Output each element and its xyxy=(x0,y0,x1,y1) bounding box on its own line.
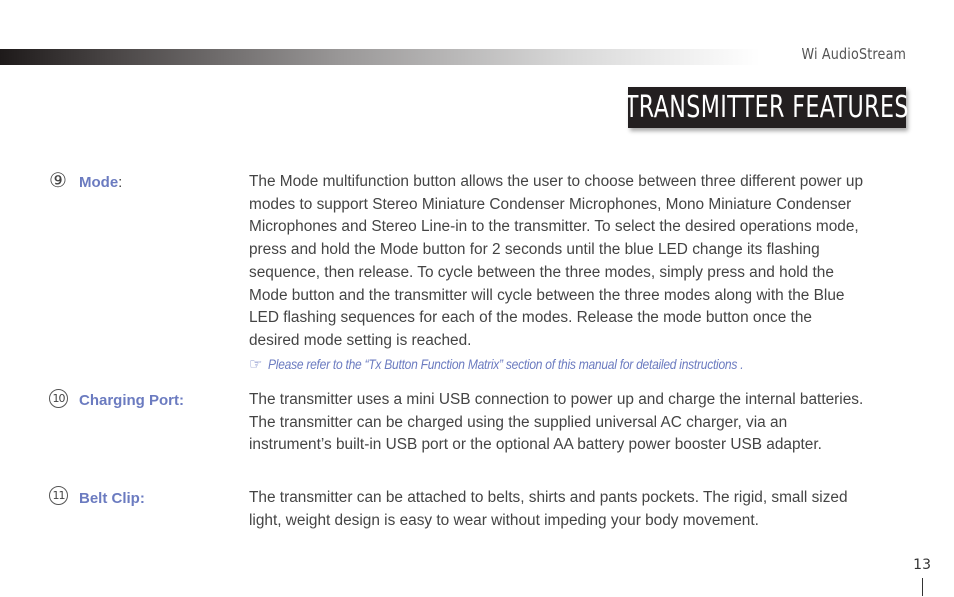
feature-number-11: 11 xyxy=(49,486,68,505)
page-number-divider xyxy=(922,578,923,596)
page-number: 13 xyxy=(913,557,931,573)
mode-label-colon: : xyxy=(118,174,123,191)
feature-number-9: ⑨ xyxy=(49,168,67,192)
pointing-hand-icon: ☞ xyxy=(249,356,263,373)
section-title: TRANSMITTER FEATURES xyxy=(625,90,909,125)
feature-label-belt-clip: Belt Clip: xyxy=(79,490,145,507)
feature-note-mode xyxy=(249,355,821,373)
mode-label-text: Mode xyxy=(79,174,119,191)
brand-name: Wi AudioStream xyxy=(801,45,906,63)
feature-description-charging-port: The transmitter uses a mini USB connection to power up and charge the internal batteries. The transmitter can be charged using the supplied universal AC charger, via an instrument’s built-in USB port or the optional AA battery power booster USB adapter. xyxy=(249,391,864,454)
section-title-box xyxy=(625,87,909,128)
feature-label-mode xyxy=(79,174,122,191)
feature-description-belt-clip: The transmitter can be attached to belts, shirts and pants pockets. The rigid, small sized light, weight design is easy to wear without impeding your body movement. xyxy=(249,489,848,529)
feature-description-mode: The Mode multifunction button allows the user to choose between three different power up modes to support Stereo Miniature Condenser Microphones, Mono Miniature Condenser Microphones and Stereo Line-in to the transmitter. To select the desired operations mode, press and hold the Mode button for 2 seconds until the blue LED change its flashing sequence, then release. To cycle between the three modes, simply press and hold the Mode button and the transmitter will cycle between the three modes along with the Blue LED flashing sequences for each of the modes. Release the mode button once the desired mode setting is reached. xyxy=(249,173,864,349)
feature-number-10: 10 xyxy=(49,389,68,408)
header-gradient-bar xyxy=(0,49,760,65)
feature-label-charging-port: Charging Port: xyxy=(79,392,184,409)
note-text: Please refer to the “Tx Button Function Matrix” section of this manual for detailed instructions . xyxy=(268,356,744,372)
